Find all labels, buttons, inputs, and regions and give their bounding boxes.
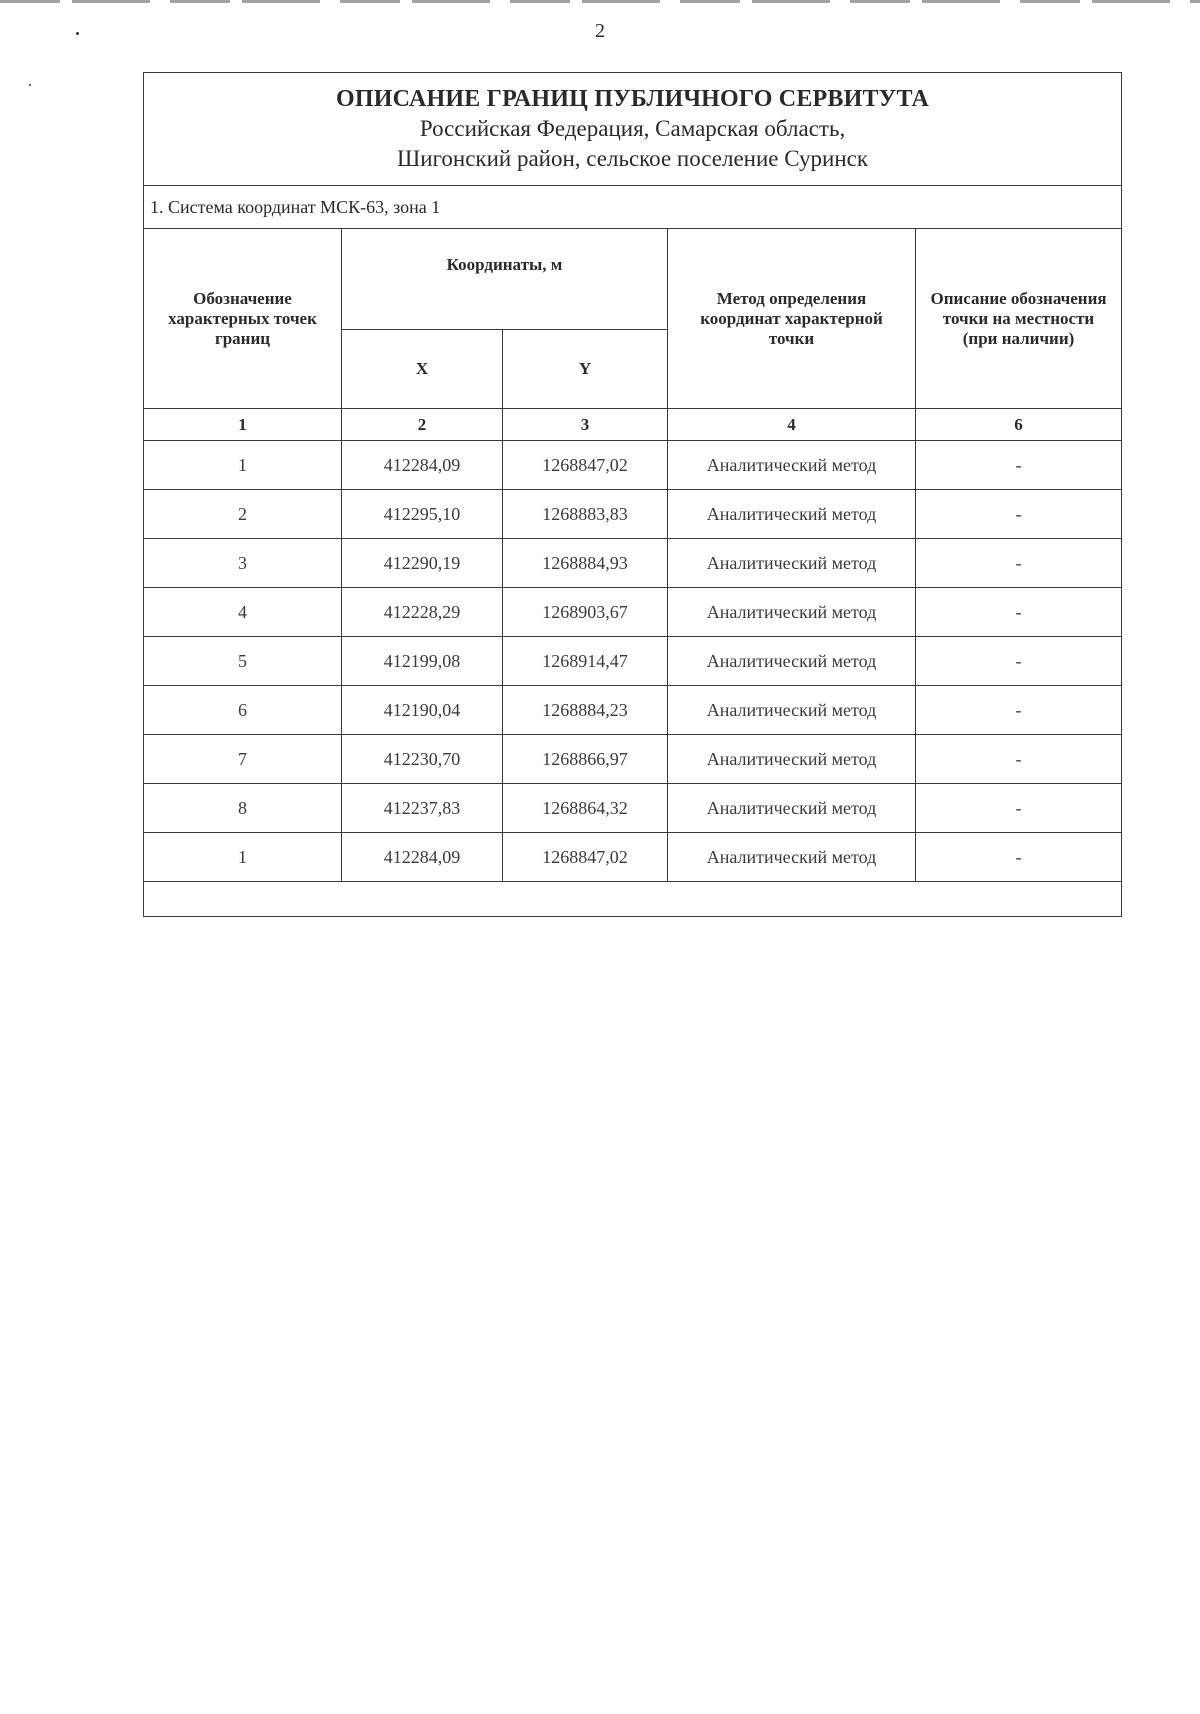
page-number: 2 <box>595 20 605 42</box>
column-number: 4 <box>668 409 916 441</box>
method: Аналитический метод <box>668 490 916 539</box>
method: Аналитический метод <box>668 784 916 833</box>
coord-x: 412199,08 <box>342 637 503 686</box>
point-description: - <box>916 833 1122 882</box>
coord-y: 1268847,02 <box>503 833 668 882</box>
coord-x: 412295,10 <box>342 490 503 539</box>
point-id: 7 <box>144 735 342 784</box>
boundary-table <box>143 72 1122 917</box>
coord-y: 1268883,83 <box>503 490 668 539</box>
document-subtitle-settlement: Шигонский район, сельское поселение Суринск <box>397 146 869 171</box>
coord-y: 1268864,32 <box>503 784 668 833</box>
table-row <box>144 490 1122 539</box>
table-row <box>144 833 1122 882</box>
coord-x: 412190,04 <box>342 686 503 735</box>
method: Аналитический метод <box>668 735 916 784</box>
coord-x: 412228,29 <box>342 588 503 637</box>
point-description: - <box>916 441 1122 490</box>
point-description: - <box>916 588 1122 637</box>
method: Аналитический метод <box>668 441 916 490</box>
table-row <box>144 539 1122 588</box>
coord-x: 412284,09 <box>342 441 503 490</box>
coord-y: 1268914,47 <box>503 637 668 686</box>
coord-y: 1268903,67 <box>503 588 668 637</box>
table-row <box>144 588 1122 637</box>
point-description: - <box>916 686 1122 735</box>
method: Аналитический метод <box>668 539 916 588</box>
coord-y: 1268866,97 <box>503 735 668 784</box>
empty-footer-cell <box>144 882 1122 917</box>
point-id: 2 <box>144 490 342 539</box>
column-number: 2 <box>342 409 503 441</box>
coord-y: 1268884,93 <box>503 539 668 588</box>
point-description: - <box>916 735 1122 784</box>
table-body <box>144 73 1122 917</box>
scan-speck <box>29 84 31 86</box>
coord-y: 1268847,02 <box>503 441 668 490</box>
coord-y: 1268884,23 <box>503 686 668 735</box>
header-y: Y <box>503 330 668 409</box>
point-id: 6 <box>144 686 342 735</box>
table-row <box>144 784 1122 833</box>
header-x: X <box>342 330 503 409</box>
coord-x: 412230,70 <box>342 735 503 784</box>
table-row <box>144 637 1122 686</box>
point-id: 1 <box>144 833 342 882</box>
column-number: 1 <box>144 409 342 441</box>
method: Аналитический метод <box>668 686 916 735</box>
point-id: 8 <box>144 784 342 833</box>
table-footer-empty-row <box>144 882 1122 917</box>
point-id: 3 <box>144 539 342 588</box>
header-point-designation: Обозначение характерных точек границ <box>144 229 342 409</box>
point-description: - <box>916 539 1122 588</box>
header-description: Описание обозначения точки на местности (при наличии) <box>916 229 1122 409</box>
table-row <box>144 735 1122 784</box>
header-method: Метод определения координат характерной точки <box>668 229 916 409</box>
point-id: 5 <box>144 637 342 686</box>
coord-x: 412237,83 <box>342 784 503 833</box>
document-title: ОПИСАНИЕ ГРАНИЦ ПУБЛИЧНОГО СЕРВИТУТА <box>336 86 930 112</box>
point-description: - <box>916 490 1122 539</box>
method: Аналитический метод <box>668 637 916 686</box>
column-number-row <box>144 409 1122 441</box>
coordinate-system: 1. Система координат МСК-63, зона 1 <box>144 186 1122 229</box>
scan-top-edge <box>0 0 1200 3</box>
point-id: 1 <box>144 441 342 490</box>
table-row <box>144 441 1122 490</box>
method: Аналитический метод <box>668 833 916 882</box>
method: Аналитический метод <box>668 588 916 637</box>
coord-x: 412290,19 <box>342 539 503 588</box>
title-block <box>144 73 1122 186</box>
coord-x: 412284,09 <box>342 833 503 882</box>
point-id: 4 <box>144 588 342 637</box>
document-subtitle-region: Российская Федерация, Самарская область, <box>419 116 846 141</box>
column-number: 3 <box>503 409 668 441</box>
table-row <box>144 686 1122 735</box>
point-description: - <box>916 637 1122 686</box>
header-coordinates: Координаты, м <box>342 229 668 330</box>
point-description: - <box>916 784 1122 833</box>
column-number: 6 <box>916 409 1122 441</box>
